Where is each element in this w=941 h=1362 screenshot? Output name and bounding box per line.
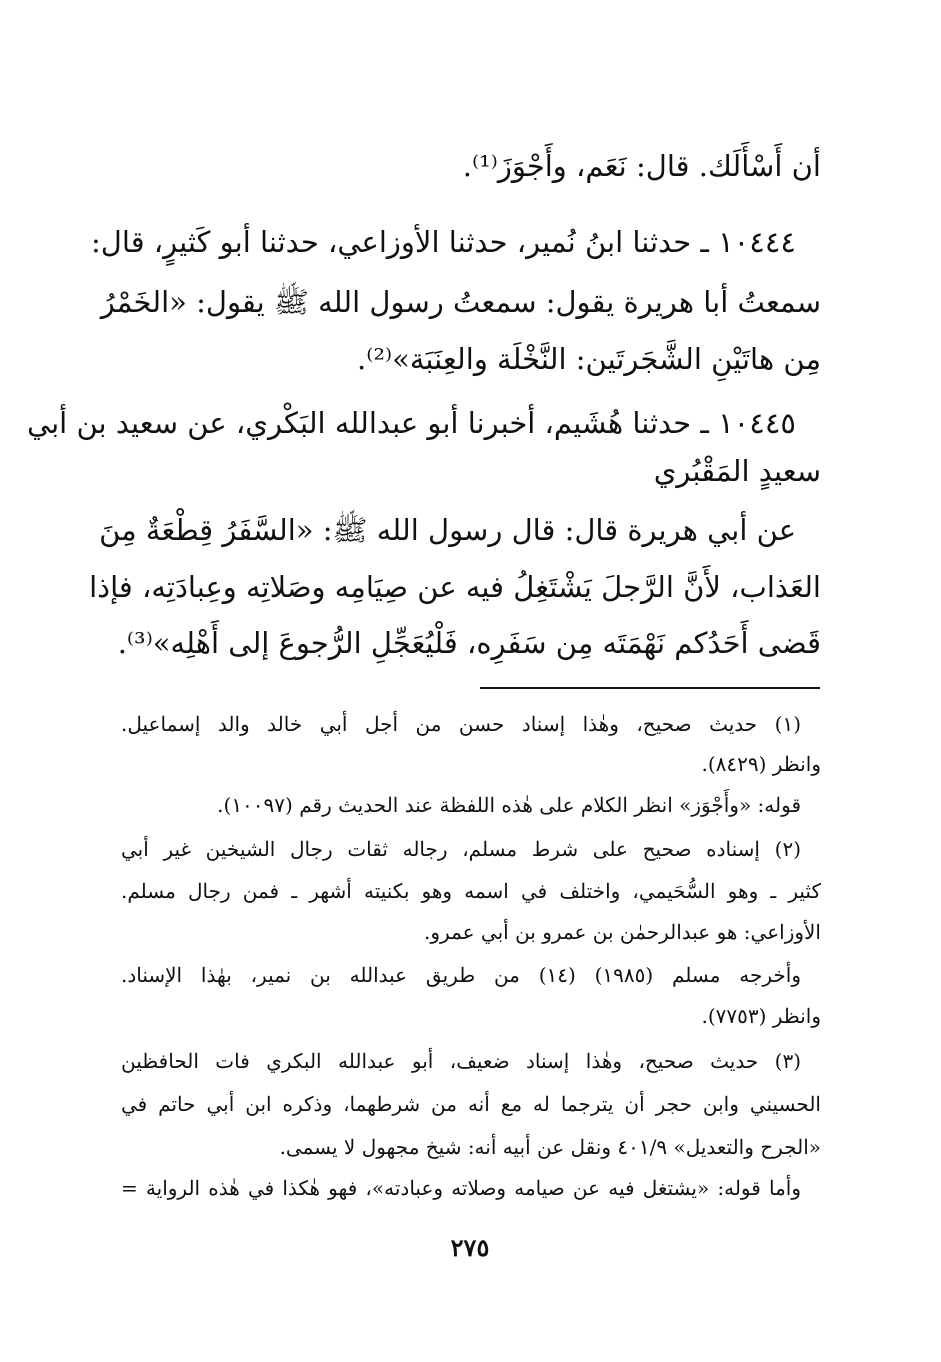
footnote-2-line: الأوزاعي: هو عبدالرحمٰن بن عمرو بن أبي عمرو. — [424, 920, 821, 944]
footnote-2-line: كثير ـ وهو السُّحَيمي، واختلف في اسمه وهو بكنيته أشهر ـ فمن رجال مسلم. — [121, 879, 821, 903]
hadith-10444-isnad: ١٠٤٤٤ ـ حدثنا ابنُ نُمير، حدثنا الأوزاعي، حدثنا أبو كَثيرٍ، قال: — [91, 225, 796, 259]
hadith-text-line: أن أَسْأَلَك. قال: نَعَم، وأَجْوَزَ⁽¹⁾. — [462, 149, 821, 183]
footnote-1-line: (١) حديث صحيح، وهٰذا إسناد حسن من أجل أبي خالد والد إسماعيل. — [121, 712, 801, 736]
hadith-text-line: مِن هاتَيْنِ الشَّجَرتَين: النَّخْلَة والعِنَبَة»⁽²⁾. — [357, 342, 821, 376]
footnote-2-line: (٢) إسناده صحيح على شرط مسلم، رجاله ثقات رجال الشيخين غير أبي — [121, 837, 801, 861]
footnote-3-line: الحسيني وابن حجر أن يترجما له مع أنه من شرطهما، وذكره ابن أبي حاتم في — [121, 1092, 821, 1116]
footnote-2-line: وانظر (٧٧٥٣). — [701, 1004, 821, 1028]
hadith-10445-isnad: ١٠٤٤٥ ـ حدثنا هُشَيم، أخبرنا أبو عبدالله البَكْري، عن سعيد بن أبي — [26, 406, 796, 440]
footnote-1-line: وانظر (٨٤٢٩). — [701, 752, 821, 776]
page-number: ٢٧٥ — [450, 1233, 490, 1262]
hadith-text-line: عن أبي هريرة قال: قال رسول الله ﷺ: «السَّفَرُ قِطْعَةٌ مِنَ — [99, 513, 796, 547]
hadith-text-line: سعيدٍ المَقْبُري — [653, 454, 821, 488]
hadith-text-line: سمعتُ أبا هريرة يقول: سمعتُ رسول الله ﷺ يقول: «الخَمْرُ — [100, 285, 821, 319]
footnote-1-line: قوله: «وأَجْوَز» انظر الكلام على هٰذه اللفظة عند الحديث رقم (١٠٠٩٧). — [217, 793, 801, 817]
footnote-2-line: وأخرجه مسلم (١٩٨٥) (١٤) من طريق عبدالله بن نمير، بهٰذا الإسناد. — [121, 963, 801, 987]
footnote-3-line: وأما قوله: «يشتغل فيه عن صيامه وصلاته وعبادته»، فهو هٰكذا في هٰذه الرواية = — [121, 1176, 801, 1200]
footnote-separator — [480, 687, 820, 689]
footnote-3-line: «الجرح والتعديل» ٤٠١/٩ ونقل عن أبيه أنه: شيخ مجهول لا يسمى. — [279, 1135, 821, 1159]
footnote-3-line: (٣) حديث صحيح، وهٰذا إسناد ضعيف، أبو عبدالله البكري فات الحافظين — [121, 1049, 801, 1073]
hadith-text-line: العَذاب، لأَنَّ الرَّجلَ يَشْتَغِلُ فيه عن صِيَامِه وصَلاتِه وعِبادَتِه، فإذا — [89, 570, 821, 604]
hadith-text-line: قَضى أَحَدُكم نَهْمَتَه مِن سَفَرِه، فَلْيُعَجِّلِ الرُّجوعَ إلى أَهْلِه»⁽³⁾. — [117, 626, 821, 660]
